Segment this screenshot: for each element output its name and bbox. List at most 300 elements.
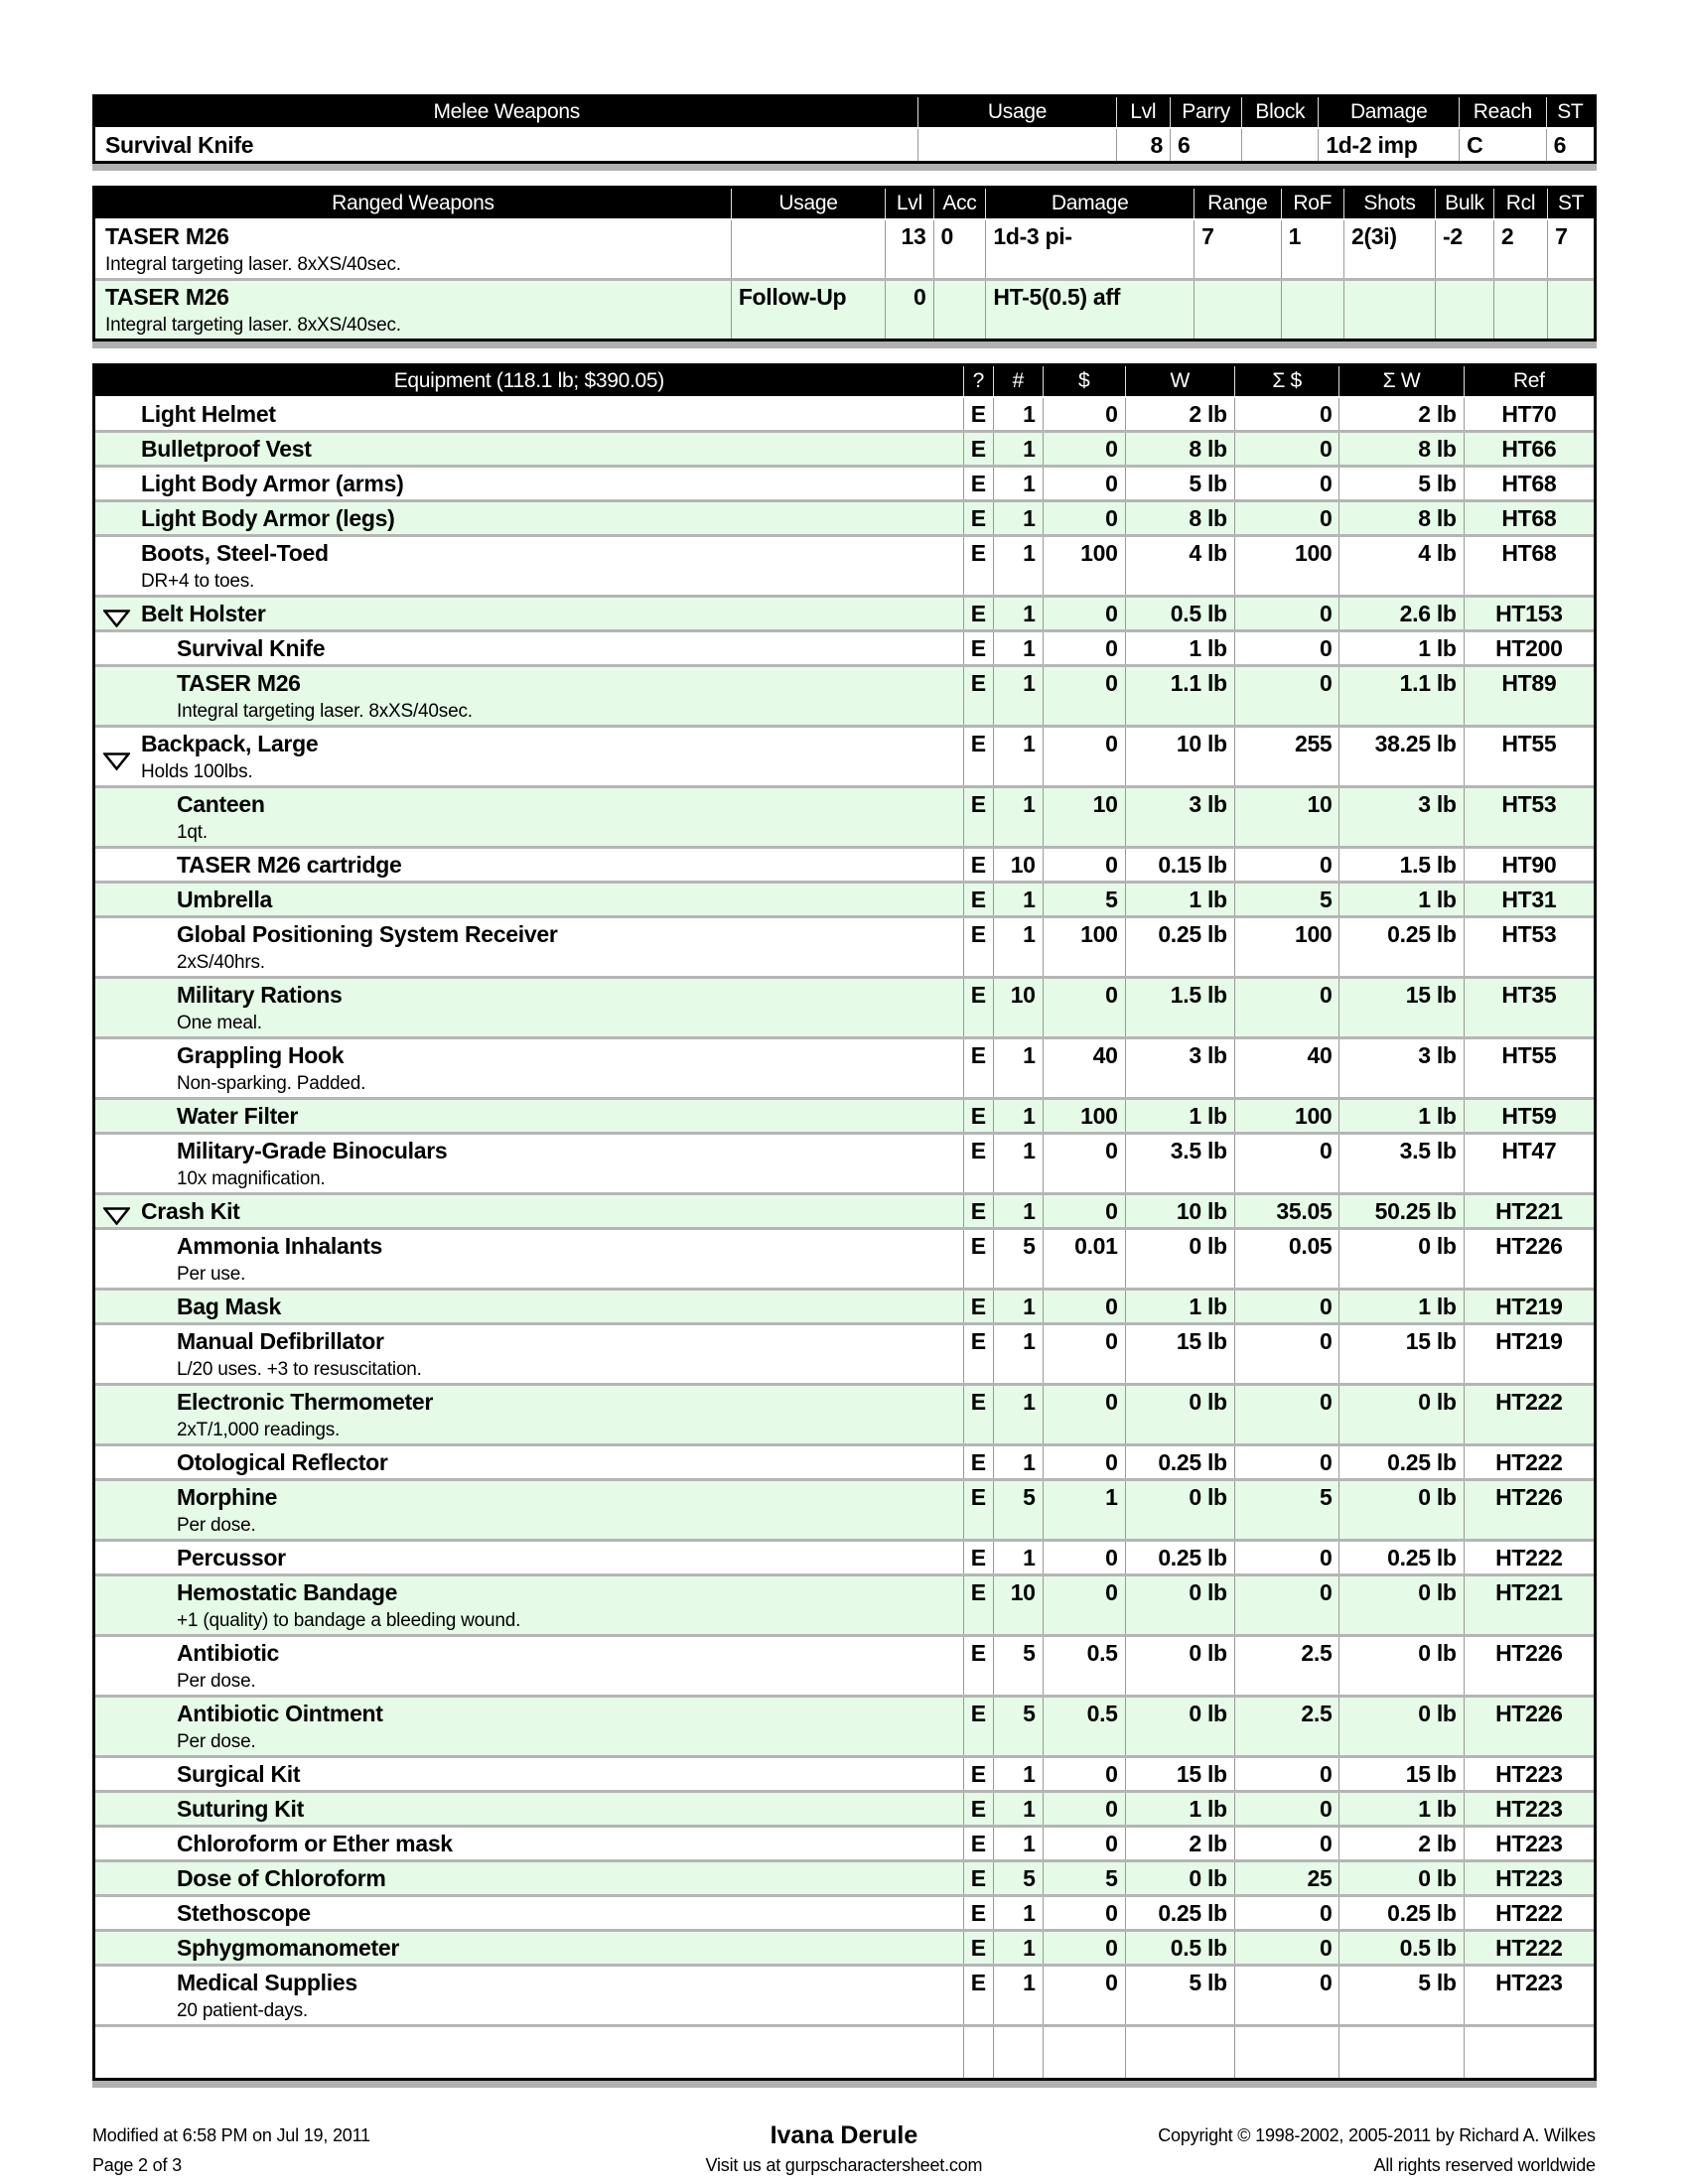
item-note: Per dose. — [177, 1671, 256, 1692]
cell-?: E — [963, 1230, 993, 1288]
cell-w: 0 lb — [1125, 1386, 1234, 1443]
cell-w: 0 lb — [1338, 1386, 1463, 1443]
cell-#: 1 — [993, 1897, 1043, 1929]
cell-w: 1.1 lb — [1125, 667, 1234, 725]
cell-$: 0 — [1043, 1446, 1125, 1478]
table-header-row — [95, 366, 1594, 398]
item-name-cell — [95, 1897, 963, 1929]
cell-w: 1.1 lb — [1338, 667, 1463, 725]
cell-?: E — [963, 1039, 993, 1097]
cell-w: 0 lb — [1125, 1576, 1234, 1634]
cell-#: 1 — [993, 1135, 1043, 1192]
cell-$: 0 — [1234, 1386, 1339, 1443]
cell-w: 0.25 lb — [1338, 1542, 1463, 1573]
table-row — [95, 1539, 1594, 1573]
item-name-cell — [95, 849, 963, 881]
cell-$: 0 — [1234, 667, 1339, 725]
cell-ref: HT223 — [1464, 1828, 1594, 1859]
cell-$: 0 — [1043, 468, 1125, 499]
cell-$: 100 — [1234, 918, 1339, 976]
item-name: TASER M26 — [177, 670, 301, 696]
table-row — [95, 1288, 1594, 1322]
cell-?: E — [963, 398, 993, 430]
collapse-triangle-icon[interactable] — [103, 748, 130, 778]
cell-usage — [917, 129, 1115, 161]
item-note: +1 (quality) to bandage a bleeding wound. — [177, 1610, 521, 1631]
item-name: Medical Supplies — [177, 1970, 357, 1995]
item-name-cell — [95, 1542, 963, 1573]
cell-?: E — [963, 728, 993, 785]
cell-ref: HT222 — [1464, 1542, 1594, 1573]
item-name: Light Body Armor (arms) — [141, 471, 404, 496]
cell-ref: HT68 — [1464, 537, 1594, 595]
cell-parry: 6 — [1170, 129, 1241, 161]
cell-w: 1 lb — [1338, 1291, 1463, 1322]
table-row — [95, 1964, 1594, 2024]
cell-w: 0.25 lb — [1338, 1897, 1463, 1929]
cell-?: E — [963, 1637, 993, 1695]
item-name: Sphygmomanometer — [177, 1935, 399, 1961]
item-name-cell — [95, 1793, 963, 1825]
item-name-cell — [95, 2027, 963, 2078]
item-note: Non-sparking. Padded. — [177, 1073, 366, 1094]
cell-$: 0.05 — [1234, 1230, 1339, 1288]
cell-rcl — [1493, 281, 1547, 339]
cell-$: 0 — [1043, 398, 1125, 430]
table-row — [95, 1755, 1594, 1790]
cell-#: 1 — [993, 1758, 1043, 1790]
cell-$: 0 — [1234, 1897, 1339, 1929]
cell-#: 1 — [993, 1291, 1043, 1322]
item-name: Survival Knife — [105, 132, 254, 158]
collapse-triangle-icon[interactable] — [103, 1202, 130, 1227]
cell-?: E — [963, 918, 993, 976]
cell-$: 2.5 — [1234, 1637, 1339, 1695]
cell-w: 2.6 lb — [1338, 598, 1463, 629]
cell-#: 1 — [993, 1828, 1043, 1859]
cell-#: 1 — [993, 537, 1043, 595]
cell-?: E — [963, 1698, 993, 1755]
cell-range: 7 — [1194, 220, 1281, 278]
cell-rof: 1 — [1281, 220, 1343, 278]
cell-#: 1 — [993, 1100, 1043, 1132]
cell-ref: HT222 — [1464, 1932, 1594, 1964]
cell-$: 100 — [1234, 537, 1339, 595]
cell-$: 0 — [1234, 849, 1339, 881]
cell-w: 0.25 lb — [1125, 1446, 1234, 1478]
cell-$: 2.5 — [1234, 1698, 1339, 1755]
cell-ref: HT219 — [1464, 1325, 1594, 1383]
item-name: Morphine — [177, 1484, 278, 1510]
cell-#: 5 — [993, 1637, 1043, 1695]
item-name-cell — [95, 884, 963, 915]
cell-ref: HT221 — [1464, 1195, 1594, 1227]
cell-w: 1 lb — [1125, 1100, 1234, 1132]
cell-ref: HT31 — [1464, 884, 1594, 915]
item-name: Bag Mask — [177, 1294, 281, 1319]
item-note: Per dose. — [177, 1731, 256, 1752]
cell-?: E — [963, 1967, 993, 2024]
cell-$: 100 — [1043, 918, 1125, 976]
cell-?: E — [963, 667, 993, 725]
cell-$: 0 — [1234, 398, 1339, 430]
cell-$: 0 — [1043, 1758, 1125, 1790]
cell-$: 0 — [1043, 849, 1125, 881]
table-row — [95, 129, 1594, 161]
table-row — [95, 430, 1594, 465]
cell-w: 4 lb — [1338, 537, 1463, 595]
cell-$: 0 — [1043, 1576, 1125, 1634]
cell-?: E — [963, 1291, 993, 1322]
cell-?: E — [963, 1932, 993, 1964]
item-name-cell — [95, 1758, 963, 1790]
cell-?: E — [963, 884, 993, 915]
cell-$: 40 — [1043, 1039, 1125, 1097]
item-note: Integral targeting laser. 8xXS/40sec. — [177, 701, 473, 722]
item-name: TASER M26 cartridge — [177, 852, 402, 878]
item-note: Integral targeting laser. 8xXS/40sec. — [105, 254, 401, 275]
table-title: Equipment (118.1 lb; $390.05) — [393, 369, 664, 392]
cell-w: 5 lb — [1125, 1967, 1234, 2024]
cell-$: 0 — [1234, 1576, 1339, 1634]
cell-#: 10 — [993, 849, 1043, 881]
cell-$: 0 — [1043, 433, 1125, 465]
cell-$: 0 — [1043, 632, 1125, 664]
cell-w: 1 lb — [1338, 1793, 1463, 1825]
cell-shots: 2(3i) — [1343, 220, 1435, 278]
column-header-acc: Acc — [933, 189, 986, 218]
cell-$: 0 — [1043, 1135, 1125, 1192]
cell-?: E — [963, 537, 993, 595]
cell-w: 0.25 lb — [1125, 1897, 1234, 1929]
item-note: 2xS/40hrs. — [177, 952, 265, 973]
cell-ref: HT226 — [1464, 1481, 1594, 1539]
cell-w: 0 lb — [1338, 1637, 1463, 1695]
cell-ref: HT219 — [1464, 1291, 1594, 1322]
cell-#: 1 — [993, 1039, 1043, 1097]
column-header-shots: Shots — [1343, 189, 1435, 218]
item-name-cell — [95, 598, 963, 629]
cell-$: 0 — [1043, 502, 1125, 534]
cell-?: E — [963, 1135, 993, 1192]
cell-ref: HT53 — [1464, 788, 1594, 846]
cell-w: 3 lb — [1338, 1039, 1463, 1097]
item-name: Chloroform or Ether mask — [177, 1831, 453, 1856]
page-number: Page 2 of 3 — [92, 2155, 182, 2175]
ranged-weapons-table — [92, 186, 1597, 341]
cell-ref: HT53 — [1464, 918, 1594, 976]
column-header-block: Block — [1241, 97, 1318, 127]
item-name: Surgical Kit — [177, 1761, 301, 1787]
cell-$: 0 — [1043, 598, 1125, 629]
cell-w: 1 lb — [1338, 1100, 1463, 1132]
cell-w: 1 lb — [1338, 884, 1463, 915]
cell-lvl: 0 — [885, 281, 932, 339]
item-name: Bulletproof Vest — [141, 436, 312, 462]
item-name: Manual Defibrillator — [177, 1328, 384, 1354]
cell-$: 0 — [1234, 1446, 1339, 1478]
table-row — [95, 1192, 1594, 1227]
cell-w: 1 lb — [1125, 884, 1234, 915]
item-note: Integral targeting laser. 8xXS/40sec. — [105, 315, 401, 336]
item-name-cell — [95, 1100, 963, 1132]
cell-ref: HT223 — [1464, 1967, 1594, 2024]
cell-$: 100 — [1043, 1100, 1125, 1132]
cell-?: E — [963, 1446, 993, 1478]
table-row — [95, 1825, 1594, 1859]
item-name: Antibiotic — [177, 1640, 280, 1666]
item-name-cell — [95, 1135, 963, 1192]
cell-w: 1 lb — [1125, 1291, 1234, 1322]
cell-acc: 0 — [933, 220, 986, 278]
column-header-w: W — [1125, 366, 1234, 396]
cell-$: 255 — [1234, 728, 1339, 785]
item-name: Light Helmet — [141, 401, 276, 427]
cell-$: 0 — [1234, 1758, 1339, 1790]
table-row — [95, 1322, 1594, 1383]
cell-?: E — [963, 1758, 993, 1790]
cell-bulk: -2 — [1435, 220, 1493, 278]
table-row — [95, 465, 1594, 499]
cell-acc — [933, 281, 986, 339]
column-header-#: # — [993, 366, 1043, 396]
cell-ref: HT66 — [1464, 433, 1594, 465]
cell-#: 1 — [993, 632, 1043, 664]
item-name-cell — [95, 728, 963, 785]
table-row — [95, 1634, 1594, 1695]
cell-w: 50.25 lb — [1338, 1195, 1463, 1227]
cell-w: 8 lb — [1338, 433, 1463, 465]
cell-ref: HT223 — [1464, 1758, 1594, 1790]
cell-ref: HT222 — [1464, 1446, 1594, 1478]
item-name-cell — [95, 398, 963, 430]
item-name-cell — [95, 468, 963, 499]
cell-$: 5 — [1043, 884, 1125, 915]
item-name-cell — [95, 1446, 963, 1478]
cell-$: 0 — [1043, 728, 1125, 785]
cell-w: 1 lb — [1125, 1793, 1234, 1825]
cell-w: 5 lb — [1338, 468, 1463, 499]
cell-ref: HT153 — [1464, 598, 1594, 629]
cell-ref: HT59 — [1464, 1100, 1594, 1132]
column-header-reach: Reach — [1459, 97, 1546, 127]
table-row — [95, 595, 1594, 629]
cell-$: 0 — [1043, 1793, 1125, 1825]
cell-w: 5 lb — [1125, 468, 1234, 499]
cell-ref: HT223 — [1464, 1793, 1594, 1825]
cell-w: 2 lb — [1125, 1828, 1234, 1859]
item-name-cell — [95, 667, 963, 725]
cell-?: E — [963, 1828, 993, 1859]
cell-$: 0 — [1234, 1135, 1339, 1192]
cell-# — [993, 2027, 1043, 2078]
item-name-cell — [95, 979, 963, 1036]
table-header-row — [95, 189, 1594, 220]
cell-$: 0 — [1234, 1542, 1339, 1573]
cell-w: 2 lb — [1338, 398, 1463, 430]
item-name-cell — [95, 1039, 963, 1097]
table-row — [95, 664, 1594, 725]
cell-#: 1 — [993, 468, 1043, 499]
column-header-bulk: Bulk — [1435, 189, 1493, 218]
item-name-cell — [95, 1291, 963, 1322]
cell-?: E — [963, 1195, 993, 1227]
cell-?: E — [963, 979, 993, 1036]
table-row — [95, 220, 1594, 278]
item-name: Belt Holster — [141, 601, 266, 626]
cell-$: 40 — [1234, 1039, 1339, 1097]
cell-$: 35.05 — [1234, 1195, 1339, 1227]
table-row — [95, 1478, 1594, 1539]
cell-$: 0 — [1234, 433, 1339, 465]
cell-w: 0 lb — [1125, 1637, 1234, 1695]
cell-w: 0.15 lb — [1125, 849, 1234, 881]
item-name: Antibiotic Ointment — [177, 1701, 383, 1726]
cell-#: 1 — [993, 728, 1043, 785]
column-header-lvl: Lvl — [885, 189, 932, 218]
cell-usage: Follow-Up — [731, 281, 885, 339]
column-header-damage: Damage — [1318, 97, 1459, 127]
item-name: Dose of Chloroform — [177, 1865, 386, 1891]
cell-w: 0 lb — [1338, 1698, 1463, 1755]
item-note: L/20 uses. +3 to resuscitation. — [177, 1359, 422, 1380]
item-note: Per dose. — [177, 1515, 256, 1536]
cell-w: 0 lb — [1338, 1576, 1463, 1634]
cell-#: 1 — [993, 1446, 1043, 1478]
table-row — [95, 278, 1594, 339]
cell-$: 0 — [1234, 1291, 1339, 1322]
item-name: Grappling Hook — [177, 1042, 345, 1068]
modified-timestamp: Modified at 6:58 PM on Jul 19, 2011 — [92, 2125, 370, 2145]
table-row — [95, 1859, 1594, 1894]
table-row — [95, 1695, 1594, 1755]
item-name-cell — [95, 788, 963, 846]
cell-ref: HT226 — [1464, 1698, 1594, 1755]
item-name: Boots, Steel-Toed — [141, 540, 329, 566]
column-header-st: ST — [1547, 189, 1594, 218]
cell-? — [963, 2027, 993, 2078]
cell-w: 3 lb — [1125, 788, 1234, 846]
cell-$ — [1043, 2027, 1125, 2078]
item-name: Global Positioning System Receiver — [177, 921, 558, 947]
cell-w: 15 lb — [1338, 1758, 1463, 1790]
cell-w — [1125, 2027, 1234, 2078]
cell-?: E — [963, 788, 993, 846]
item-name: Crash Kit — [141, 1198, 240, 1224]
item-name: Military-Grade Binoculars — [177, 1138, 448, 1163]
table-row — [95, 915, 1594, 976]
cell-$: 0 — [1043, 1291, 1125, 1322]
item-name-cell — [95, 502, 963, 534]
item-note: 1qt. — [177, 822, 208, 843]
item-note: DR+4 to toes. — [141, 571, 255, 592]
cell-?: E — [963, 1576, 993, 1634]
rights-text: All rights reserved worldwide — [1373, 2155, 1596, 2175]
cell-?: E — [963, 1386, 993, 1443]
cell-w: 15 lb — [1338, 1325, 1463, 1383]
item-name-cell — [95, 220, 731, 278]
collapse-triangle-icon[interactable] — [103, 605, 130, 629]
site-link: Visit us at gurpscharactersheet.com — [705, 2155, 983, 2175]
item-name: TASER M26 — [105, 284, 229, 310]
item-name-cell — [95, 433, 963, 465]
cell-#: 5 — [993, 1481, 1043, 1539]
table-row — [95, 534, 1594, 595]
cell-w — [1338, 2027, 1463, 2078]
table-row — [95, 1790, 1594, 1825]
cell-w: 1 lb — [1125, 632, 1234, 664]
cell-ref: HT89 — [1464, 667, 1594, 725]
cell-ref: HT47 — [1464, 1135, 1594, 1192]
cell-st: 6 — [1546, 129, 1594, 161]
table-row — [95, 1383, 1594, 1443]
cell-?: E — [963, 1481, 993, 1539]
cell-w: 0 lb — [1125, 1230, 1234, 1288]
cell-#: 1 — [993, 398, 1043, 430]
cell-?: E — [963, 502, 993, 534]
cell-$: 0 — [1234, 502, 1339, 534]
cell-#: 1 — [993, 1325, 1043, 1383]
cell-damage: 1d-2 imp — [1318, 129, 1459, 161]
cell-?: E — [963, 598, 993, 629]
cell-ref: HT55 — [1464, 728, 1594, 785]
item-name-cell — [95, 281, 731, 339]
item-name: Canteen — [177, 791, 265, 817]
cell-usage — [731, 220, 885, 278]
table-row — [95, 2024, 1594, 2078]
column-header-rof: RoF — [1281, 189, 1343, 218]
column-header-st: ST — [1546, 97, 1594, 127]
column-header-$: $ — [1043, 366, 1125, 396]
column-header-$: Σ $ — [1234, 366, 1339, 396]
table-row — [95, 846, 1594, 881]
item-note: 20 patient-days. — [177, 2000, 308, 2021]
cell-#: 1 — [993, 918, 1043, 976]
table-row — [95, 398, 1594, 430]
cell-?: E — [963, 468, 993, 499]
cell-w: 0.5 lb — [1125, 598, 1234, 629]
cell-$: 10 — [1234, 788, 1339, 846]
cell-#: 1 — [993, 667, 1043, 725]
column-header-damage: Damage — [985, 189, 1194, 218]
item-note: Per use. — [177, 1264, 246, 1285]
cell-#: 1 — [993, 1386, 1043, 1443]
cell-$: 0 — [1043, 1195, 1125, 1227]
cell-w: 38.25 lb — [1338, 728, 1463, 785]
cell-$: 0.5 — [1043, 1698, 1125, 1755]
cell-?: E — [963, 1325, 993, 1383]
cell-w: 2 lb — [1125, 398, 1234, 430]
cell-ref: HT221 — [1464, 1576, 1594, 1634]
cell-?: E — [963, 849, 993, 881]
cell-ref: HT55 — [1464, 1039, 1594, 1097]
cell-w: 0 lb — [1125, 1481, 1234, 1539]
table-body — [95, 220, 1594, 339]
cell-w: 10 lb — [1125, 728, 1234, 785]
table-row — [95, 1227, 1594, 1288]
melee-weapons-table — [92, 94, 1597, 164]
cell-$: 0 — [1043, 667, 1125, 725]
column-header-usage: Usage — [731, 189, 885, 218]
cell-?: E — [963, 1542, 993, 1573]
cell-w: 15 lb — [1338, 979, 1463, 1036]
item-note: One meal. — [177, 1013, 262, 1033]
cell-$: 0 — [1043, 979, 1125, 1036]
item-name-cell — [95, 1230, 963, 1288]
cell-#: 1 — [993, 598, 1043, 629]
cell-$: 0 — [1043, 1386, 1125, 1443]
cell-ref: HT68 — [1464, 502, 1594, 534]
